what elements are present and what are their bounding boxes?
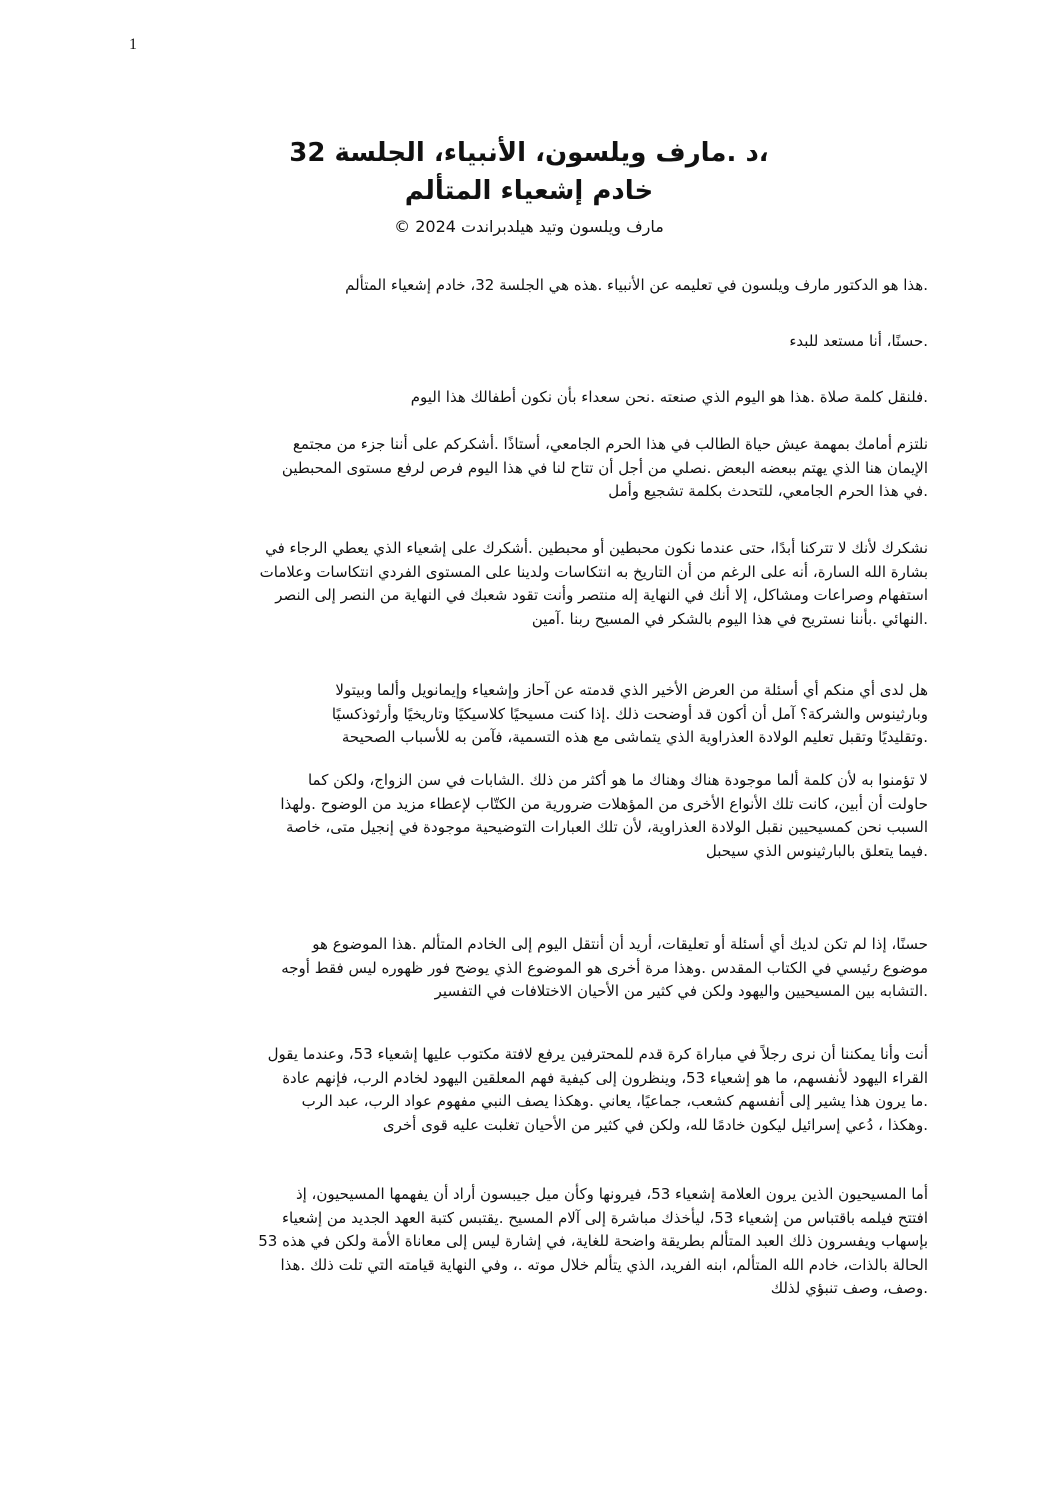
paragraph-line: .في هذا الحرم الجامعي، للتحدث بكلمة تشجيع وأمل xyxy=(608,482,928,500)
paragraph-line: .وهكذا ، دُعي إسرائيل ليكون خادمًا لله، ولكن في كثير من الأحيان تغلبت عليه قوى أخرى xyxy=(382,1115,928,1134)
paragraph xyxy=(150,386,928,410)
paragraph-line: .وصف، وصف تنبؤي لذلك xyxy=(770,1279,928,1297)
paragraph-line: أنت وأنا يمكننا أن نرى رجلاً في مباراة كرة قدم للمحترفين يرفع لافتة مكتوب عليها إشعياء 53، وعندما يقول xyxy=(267,1045,928,1063)
copyright-line: مارف ويلسون وتيد هيلدبراندت 2024 © xyxy=(394,217,664,236)
paragraph-line: السبب نحن كمسيحيين نقبل الولادة العذراوية، لأن تلك العبارات التوضيحية موجودة في إنجيل متى، خاصة xyxy=(285,818,928,836)
paragraph xyxy=(150,274,928,298)
paragraph-line: الإيمان هنا الذي يهتم ببعضه البعض .نصلي من أجل أن تتاح لنا في هذا اليوم فرص لرفع مستوى المحبطين xyxy=(281,458,928,477)
paragraph-line: أما المسيحيون الذين يرون العلامة إشعياء 53، فيرونها وكأن ميل جيبسون أراد أن يفهمها المسيحيون، إذ xyxy=(295,1185,928,1203)
paragraph-line: حاولت أن أبين، كانت تلك الأنواع الأخرى من المؤهلات ضرورية من الكتّاب لإعطاء مزيد من الوضوح .ولهذا xyxy=(280,794,928,813)
paragraph-line: .فيما يتعلق بالبارثينوس الذي سيحبل xyxy=(705,841,928,860)
paragraph-line: نلتزم أمامك بمهمة عيش حياة الطالب في هذا الحرم الجامعي، أستاذًا .أشكركم على أننا جزء من مجتمع xyxy=(292,435,928,453)
paragraph xyxy=(150,1043,928,1137)
paragraph xyxy=(150,537,928,631)
paragraph xyxy=(150,330,928,354)
paragraph-line: .ما يرون هذا يشير إلى أنفسهم كشعب، جماعيًا، يعاني .وهكذا يصف النبي مفهوم عواد الرب، عبد الرب xyxy=(301,1092,928,1110)
paragraph-line: .التشابه بين المسيحيين واليهود ولكن في كثير من الأحيان الاختلافات في التفسير xyxy=(434,982,928,1000)
document-title: ،د .مارف ويلسون، الأنبياء، الجلسة 32 xyxy=(289,138,769,168)
paragraph-line: الحالة بالذات، خادم الله المتألم، ابنه الفريد، الذي يتألم خلال موته .، وفي النهاية قيامته التي تلت ذلك .هذا xyxy=(280,1255,928,1274)
paragraph-line: موضوع رئيسي في الكتاب المقدس .وهذا مرة أخرى هو الموضوع الذي يوضح فور ظهوره ليس فقط أوجه xyxy=(281,958,928,977)
paragraph-line: القراء اليهود لأنفسهم، ما هو إشعياء 53، وينظرون إلى كيفية فهم المعلقين اليهود لخادم الرب، فإنهم عادة xyxy=(282,1068,928,1087)
paragraph-line: نشكرك لأنك لا تتركنا أبدًا، حتى عندما نكون محبطين أو محبطين .أشكرك على إشعياء الذي يعطي الرجاء في xyxy=(265,539,928,557)
paragraph-line: بشارة الله السارة، أنه على الرغم من أن التاريخ به انتكاسات ولدينا على المستوى الفردي انتكاسات وعلامات xyxy=(259,562,928,581)
paragraph-line: .حسنًا، أنا مستعد للبدء xyxy=(789,332,928,350)
paragraph-line: حسنًا، إذا لم تكن لديك أي أسئلة أو تعليقات، أريد أن أنتقل اليوم إلى الخادم المتألم .هذا الموضوع هو xyxy=(312,935,928,953)
paragraph-line: .هذا هو الدكتور مارف ويلسون في تعليمه عن الأنبياء .هذه هي الجلسة 32، خادم إشعياء المتألم xyxy=(345,276,928,294)
page-number: 1 xyxy=(129,36,137,53)
paragraph-line: .فلنقل كلمة صلاة .هذا هو اليوم الذي صنعته .نحن سعداء بأن نكون أطفالك هذا اليوم xyxy=(410,388,928,406)
paragraph xyxy=(150,769,928,863)
paragraph-line: استفهام وصراعات ومشاكل، إلا أنك في النهاية إله منتصر وأنت تقود شعبك في النهاية من النصر إلى النصر xyxy=(275,586,928,604)
paragraph-line: هل لدى أي منكم أي أسئلة من العرض الأخير الذي قدمته عن آحاز وإشعياء وإيمانويل وألما وبيتولا xyxy=(335,681,928,699)
paragraph-line: بإسهاب ويفسرون ذلك العبد المتألم بطريقة واضحة للغاية، في إشارة ليس إلى معاناة الأمة ولكن في هذه 53 xyxy=(258,1232,928,1250)
paragraph xyxy=(150,679,928,750)
paragraph xyxy=(150,933,928,1004)
paragraph xyxy=(150,433,928,504)
paragraph-line: .النهائي .بأننا نستريح في هذا اليوم بالشكر في المسيح ربنا .آمين xyxy=(531,609,928,628)
paragraph-line: وبارثينوس والشركة؟ آمل أن أكون قد أوضحت ذلك .إذا كنت مسيحيًا كلاسيكيًا وتاريخيًا وأرثوذكسيًا xyxy=(331,704,928,723)
paragraph-line: لا تؤمنوا به لأن كلمة ألما موجودة هناك وهناك ما هو أكثر من ذلك .الشابات في سن الزواج، ولكن كما xyxy=(307,771,928,789)
paragraph-line: افتتح فيلمه باقتباس من إشعياء 53، ليأخذك مباشرة إلى آلام المسيح .يقتبس كتبة العهد الجديد من إشعياء xyxy=(282,1208,928,1227)
paragraph xyxy=(150,1183,928,1301)
paragraph-line: .وتقليديًا وتقبل تعليم الولادة العذراوية الذي يتماشى مع هذه التسمية، فآمن به للأسباب الصحيحة xyxy=(341,728,928,746)
document-subtitle-title: خادم إشعياء المتألم xyxy=(404,176,654,206)
